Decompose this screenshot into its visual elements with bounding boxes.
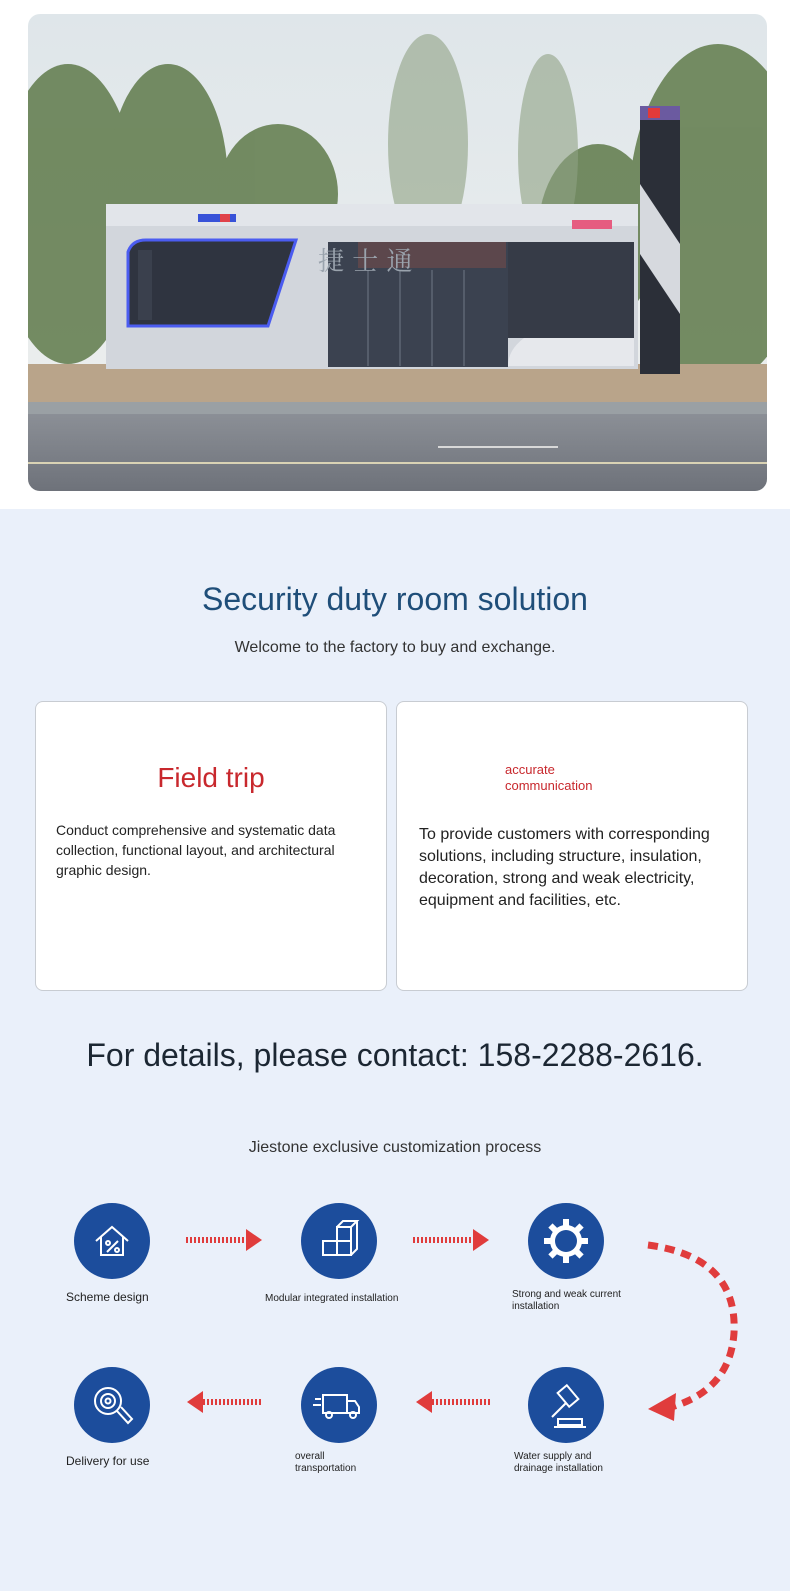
curved-arrow-icon (642, 1237, 752, 1427)
card-text: To provide customers with corresponding solutions, including structure, insulation, decoration, strong and weak electricity, equipment and facilities, etc. (419, 826, 710, 909)
step-label: Delivery for use (66, 1454, 150, 1468)
security-booth-photo (28, 14, 767, 491)
step-label: Scheme design (66, 1290, 149, 1304)
card-accurate-communication (396, 701, 748, 991)
gavel-icon (528, 1367, 604, 1443)
arrow-right-icon (413, 1227, 491, 1253)
step-label: Modular integrated installation (265, 1293, 399, 1304)
card-field-trip (35, 701, 387, 991)
card-text: Conduct comprehensive and systematic data collection, functional layout, and architectural graphic design. (56, 822, 336, 878)
modules-icon (301, 1203, 377, 1279)
gear-icon (528, 1203, 604, 1279)
solution-panel (0, 509, 790, 1591)
card-title: accurate communication (505, 762, 593, 793)
step-label: Strong and weak current installation (512, 1289, 621, 1312)
arrow-right-icon (186, 1227, 264, 1253)
truck-icon (301, 1367, 377, 1443)
step-label: overall transportation (295, 1451, 357, 1474)
arrow-left-icon (185, 1389, 263, 1415)
arrow-left-icon (414, 1389, 492, 1415)
magnifier-icon (74, 1367, 150, 1443)
card-title: Field trip (157, 762, 265, 793)
page-subtitle: Welcome to the factory to buy and exchange. (234, 639, 556, 656)
contact-line: For details, please contact: 158-2288-2616. (86, 1037, 704, 1073)
page-title: Security duty room solution (202, 581, 588, 617)
step-label: Water supply and drainage installation (514, 1451, 603, 1474)
house-percent-icon (74, 1203, 150, 1279)
process-title: Jiestone exclusive customization process (248, 1139, 542, 1156)
sign-text: 捷 士 通 (318, 247, 413, 277)
